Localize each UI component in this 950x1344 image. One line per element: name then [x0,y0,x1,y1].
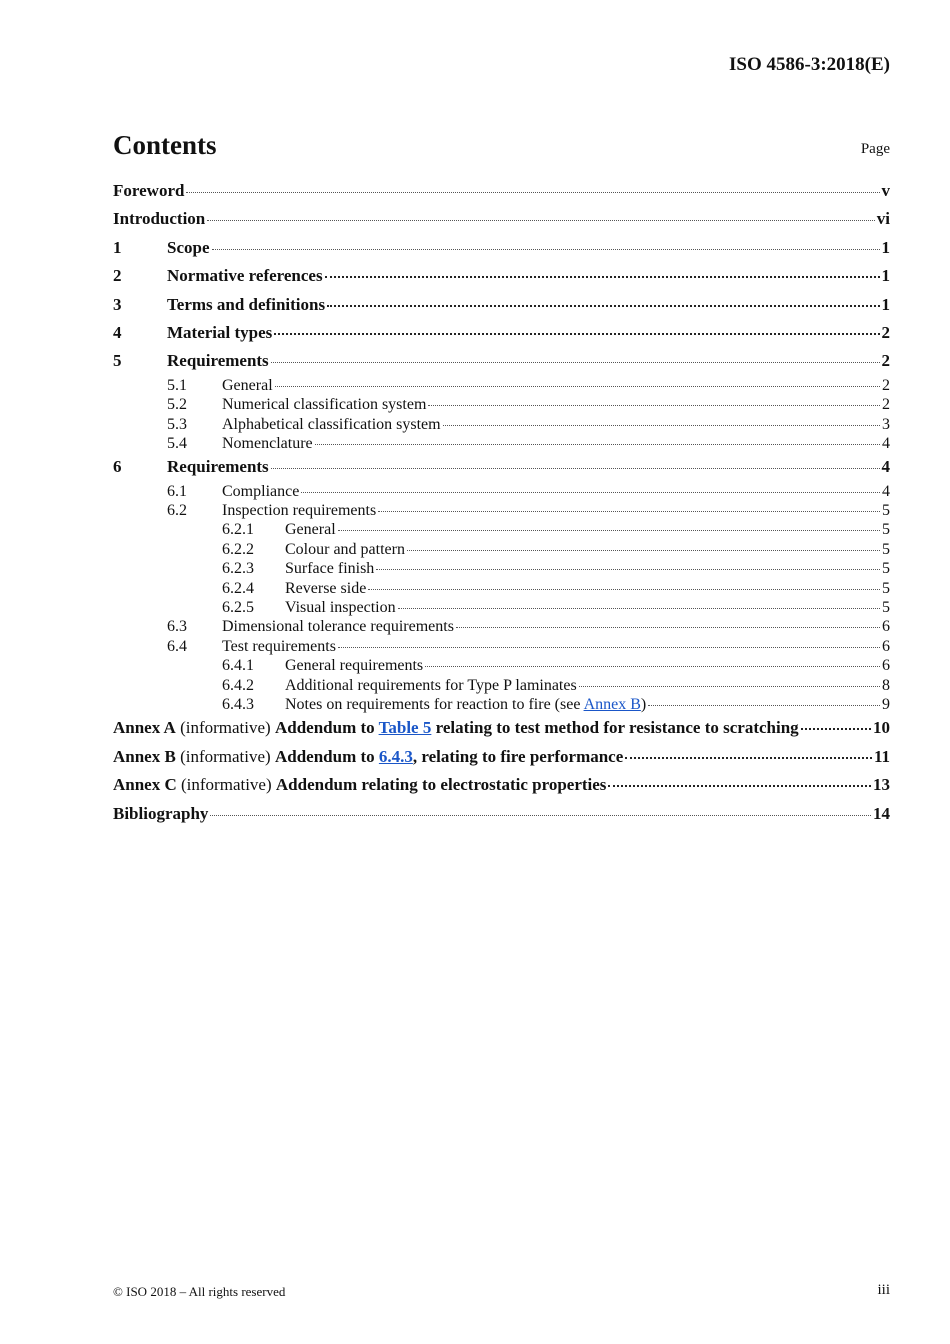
toc-title-part: Colour and pattern [285,540,405,558]
toc-title-part: Compliance [222,482,300,500]
toc-number: 6.2.4 [222,579,254,597]
toc-title [285,540,405,559]
toc-title [222,415,441,434]
toc-title [113,714,799,742]
toc-title-part: (informative) [176,775,276,795]
toc-entry[interactable] [113,395,890,414]
toc-number: 6.4.2 [222,676,254,694]
toc-page: 5 [882,502,890,520]
toc-page: 5 [882,599,890,617]
toc-title [113,177,184,205]
toc-title [222,434,313,453]
toc-number: 6.3 [167,618,187,636]
toc-title-part: Addendum relating to electrostatic properties [275,775,607,795]
dot-leader [186,192,879,193]
toc-title-part: Requirements [167,351,269,371]
toc-page: 14 [873,803,890,823]
toc-title [222,637,336,656]
toc-title-part: relating to test method for resistance to scratching [431,718,799,738]
toc-page: 10 [873,718,890,738]
toc-title [285,656,423,675]
toc-title-part: Introduction [113,209,206,229]
dot-leader [325,276,880,278]
toc-entry[interactable] [113,579,890,598]
toc-number: 5.3 [167,415,187,433]
toc-title-part: Test requirements [222,637,336,655]
toc-page: 4 [882,434,890,452]
toc-page: 4 [882,482,890,500]
toc-title-part: Material types [167,322,273,342]
toc-entry[interactable] [113,415,890,434]
toc-title-part: Normative references [167,266,323,286]
toc-title-part: Surface finish [285,560,375,578]
toc-title-part: Notes on requirements for reaction to fire (see [285,695,584,713]
toc-page: 5 [882,540,890,558]
toc-title [285,598,396,617]
toc-entry[interactable] [113,800,890,828]
dot-leader [625,757,872,759]
toc-number: 6.2.1 [222,521,254,539]
toc-title-part: , relating to fire performance [412,746,624,766]
dot-leader [425,666,880,667]
toc-entry[interactable] [113,262,890,290]
toc-title [222,617,454,636]
toc-title [167,347,269,375]
dot-leader [210,815,871,816]
dot-leader [407,550,880,551]
toc-entry[interactable] [113,376,890,395]
toc-page: 5 [882,579,890,597]
toc-entry[interactable] [113,771,890,799]
toc-title-part: Annex B [113,746,176,766]
dot-leader [212,249,880,250]
toc-title [222,395,426,414]
toc-title-part: Alphabetical classification system [222,415,441,433]
toc-title [167,234,210,262]
dot-leader [801,728,871,730]
toc-page: 6 [882,618,890,636]
toc-entry[interactable] [113,501,890,520]
toc-entry[interactable] [113,637,890,656]
toc-title-part: Annex C [113,775,177,795]
toc-page: vi [876,209,890,229]
toc-entry[interactable] [113,347,890,375]
toc-title-part: Visual inspection [285,599,396,617]
toc-title-part: Dimensional tolerance requirements [222,618,454,636]
dot-leader [428,405,880,406]
toc-number: 6.2.2 [222,540,254,558]
toc-page: 5 [882,521,890,539]
toc-page: 1 [881,266,890,286]
toc-title [167,453,269,481]
toc-title-part: (informative) [175,746,275,766]
toc-entry[interactable] [113,656,890,675]
toc-title-part: Annex A [113,718,176,738]
toc-page: 3 [882,415,890,433]
toc-page: 6 [882,657,890,675]
toc-title [167,262,323,290]
table-of-contents [113,177,890,828]
toc-number: 2 [113,266,122,286]
toc-title-part: General requirements [285,657,424,675]
dot-leader [338,530,880,531]
document-id: ISO 4586-3:2018(E) [729,54,890,75]
toc-number: 3 [113,294,122,314]
dot-leader [271,362,880,363]
dot-leader [327,305,879,307]
toc-title [113,771,606,799]
toc-page: v [881,181,890,200]
cross-reference-link[interactable]: Annex B [583,695,641,713]
toc-number: 6.4 [167,637,187,655]
toc-title [285,676,577,695]
toc-title-part: (informative) [175,718,275,738]
toc-entry[interactable] [113,434,890,453]
copyright-footer: © ISO 2018 – All rights reserved [113,1284,286,1299]
toc-number: 5.4 [167,434,187,452]
toc-entry[interactable] [113,453,890,481]
toc-number: 5.2 [167,396,187,414]
toc-entry[interactable] [113,676,890,695]
toc-number: 6.4.1 [222,657,254,675]
toc-title-part: Addendum to [274,746,379,766]
page-title: Contents [113,130,217,160]
toc-entry[interactable] [113,714,890,742]
toc-title-part: Bibliography [113,803,209,823]
toc-title-part: Reverse side [285,579,367,597]
toc-title [222,501,376,520]
page-column-label: Page [860,141,890,157]
toc-title-part: Scope [167,237,210,257]
dot-leader [648,705,880,706]
toc-entry[interactable] [113,177,890,205]
dot-leader [608,785,871,787]
toc-title [113,800,208,828]
toc-number: 6.1 [167,482,187,500]
dot-leader [271,468,880,469]
toc-number: 5.1 [167,376,187,394]
toc-title [113,205,205,233]
page-number: iii [877,1282,890,1298]
toc-entry[interactable] [113,482,890,501]
toc-title-part: ) [640,695,647,713]
dot-leader [456,627,880,628]
toc-title-part: Nomenclature [222,434,313,452]
toc-page: 4 [881,457,890,477]
toc-number: 4 [113,322,122,342]
toc-page: 9 [882,695,890,713]
dot-leader [301,492,880,493]
toc-entry[interactable] [113,559,890,578]
toc-title [113,743,623,771]
toc-entry[interactable] [113,205,890,233]
toc-title-part: Addendum to [274,718,379,738]
toc-number: 6.2.5 [222,599,254,617]
toc-title-part: Foreword [113,181,185,200]
toc-page: 1 [881,294,890,314]
toc-title [222,482,299,501]
toc-entry[interactable] [113,540,890,559]
toc-page: 11 [873,746,890,766]
dot-leader [398,608,880,609]
toc-page: 5 [882,560,890,578]
toc-page: 2 [882,376,890,394]
dot-leader [376,569,880,570]
toc-page: 8 [882,676,890,694]
toc-number: 6.4.3 [222,695,254,713]
toc-entry[interactable] [113,234,890,262]
dot-leader [368,589,880,590]
dot-leader [338,647,880,648]
toc-entry[interactable] [113,319,890,347]
toc-entry[interactable] [113,617,890,636]
toc-page: 2 [882,396,890,414]
toc-number: 6.2.3 [222,560,254,578]
toc-entry[interactable] [113,520,890,539]
toc-title [167,291,325,319]
toc-title-part: Numerical classification system [222,396,427,414]
toc-title [285,579,366,598]
toc-title [167,319,272,347]
toc-title-part: Additional requirements for Type P laminates [285,676,577,694]
toc-page: 6 [882,637,890,655]
toc-page: 2 [881,351,890,371]
dot-leader [579,686,880,687]
toc-number: 5 [113,351,122,371]
dot-leader [274,333,879,335]
dot-leader [443,425,880,426]
toc-page: 2 [881,322,890,342]
toc-page: 1 [881,237,890,257]
toc-entry[interactable] [113,743,890,771]
toc-entry[interactable] [113,695,890,714]
toc-title [285,695,646,714]
toc-number: 6.2 [167,502,187,520]
dot-leader [378,511,880,512]
toc-title-part: General [222,376,273,394]
toc-title-part: Inspection requirements [222,502,377,520]
toc-entry[interactable] [113,598,890,617]
toc-title [285,520,336,539]
toc-title-part: General [285,521,336,539]
toc-title [285,559,374,578]
cross-reference-link[interactable]: 6.4.3 [378,746,413,766]
dot-leader [275,386,880,387]
toc-entry[interactable] [113,291,890,319]
toc-number: 1 [113,237,122,257]
toc-page: 13 [873,775,890,795]
toc-number: 6 [113,457,122,477]
cross-reference-link[interactable]: Table 5 [378,718,432,738]
dot-leader [207,220,875,221]
toc-title-part: Requirements [167,457,269,477]
dot-leader [315,444,880,445]
toc-title [222,376,273,395]
toc-title-part: Terms and definitions [167,294,326,314]
